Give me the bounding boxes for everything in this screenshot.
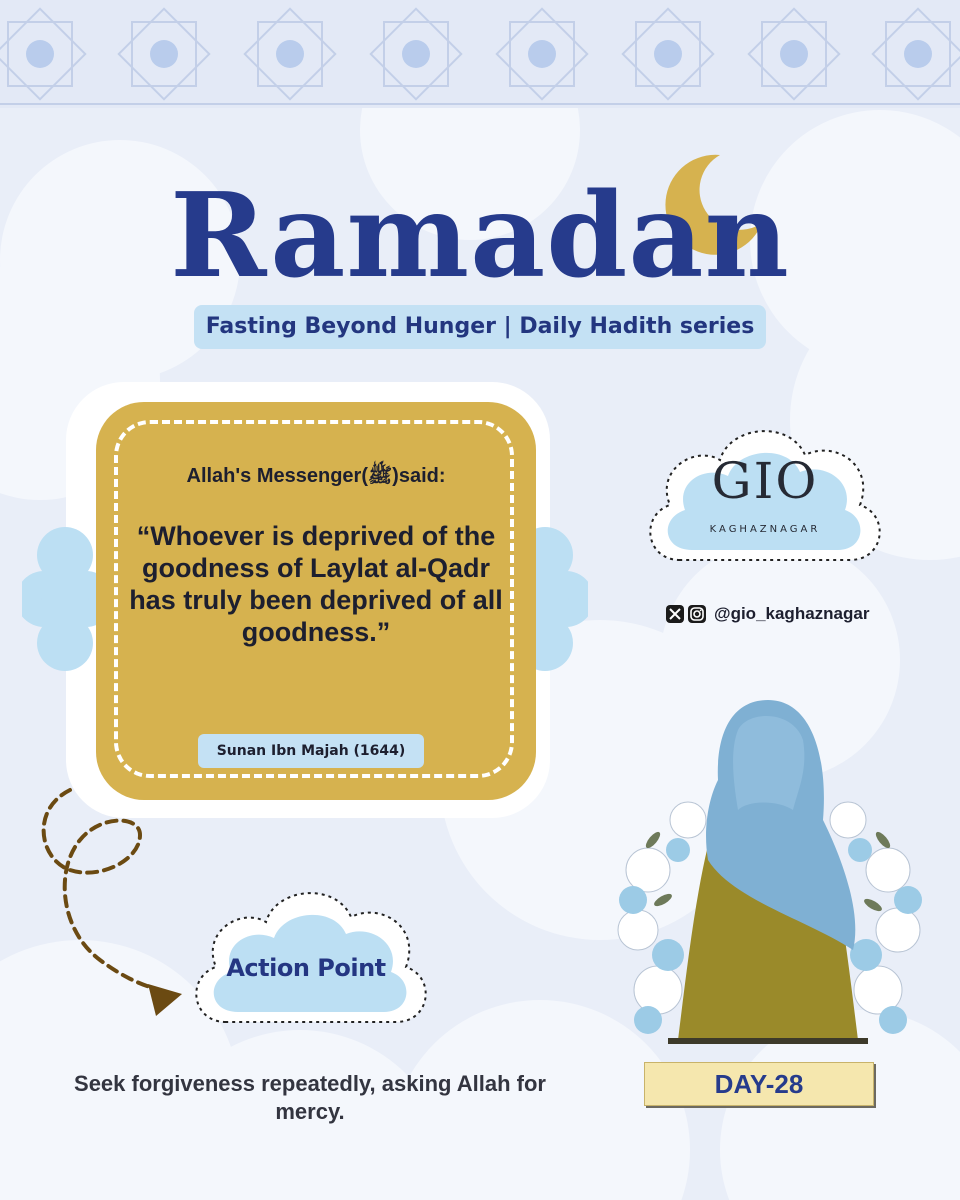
x-icon[interactable]: [666, 605, 684, 623]
hadith-intro: Allah's Messenger(ﷺ)said:: [186, 465, 446, 487]
action-point-label: Action Point: [226, 954, 386, 982]
subtitle-banner: Fasting Beyond Hunger | Daily Hadith series: [194, 305, 766, 349]
page-title: Ramadan: [170, 168, 790, 304]
ornament-band: [0, 0, 960, 108]
woman-illustration: [608, 700, 926, 1060]
social-handle: [666, 603, 869, 625]
social-handle-text[interactable]: @gio_kaghaznagar: [714, 604, 870, 623]
hadith-source: Sunan Ibn Majah (1644): [198, 734, 424, 768]
hadith-quote: “Whoever is deprived of the goodness of Laylat al-Qadr has truly been deprived of all goodness.”: [129, 521, 503, 647]
action-point-description: Seek forgiveness repeatedly, asking Allah for mercy.: [74, 1071, 546, 1124]
gio-logo: GIO: [711, 452, 819, 510]
day-badge: DAY-28: [644, 1062, 874, 1106]
gio-logo-subtext: KAGHAZNAGAR: [709, 524, 821, 535]
instagram-icon[interactable]: [688, 605, 706, 623]
